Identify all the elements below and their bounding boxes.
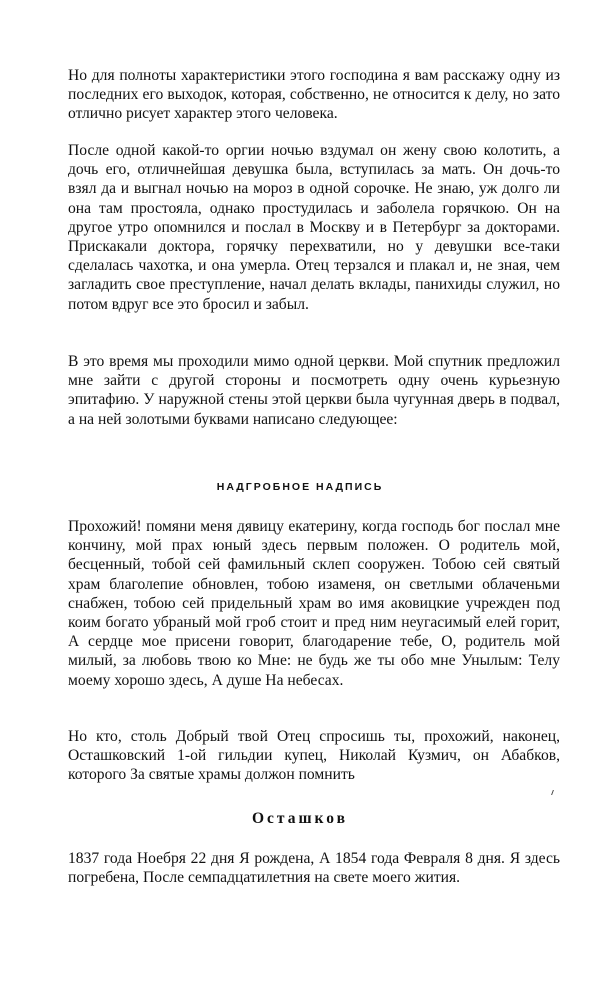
paragraph-church: В это время мы проходили мимо одной церкви. Мой спутник предложил мне зайти с другой стороны и посмотреть одну очень курьезную эпитафию. У наружной стены этой церкви была чугунная дверь в подвал, а на ней золотыми буквами написано следующее: (68, 353, 560, 428)
paragraph-story: После одной какой-то оргии ночью вздумал он жену свою колотить, а дочь его, отличнейшая девушка была, вступилась за мать. Он дочь-то взял да и выгнал ночью на мороз в одной сорочке. Не знаю, уж долго ли она там простояла, однако простудилась и заболела горячкою. Он на другое утро опомнился и послал в Москву и в Петербург за докторами. Прискакали доктора, горячку перехватили, но у девушки все-таки сделалась чахотка, и она умерла. Отец терзался и плакал и, не зная, чем загладить свое преступление, начал делать вклады, панихиды служил, но потом вдруг все это бросил и забыл. (68, 142, 560, 313)
paragraph-intro: Но для полноты характеристики этого господина я вам расскажу одну из последних его выходок, которая, собственно, не относится к делу, но зато отлично рисует характер этого человека. (68, 67, 560, 123)
epitaph-text: Прохожий! помяни меня дявицу екатерину, когда господь бог послал мне кончину, мой прах юный здесь первым положен. О родитель мой, бесценный, тобой сей фамильный склеп сооружен. Тобою сей святый храм благолепие обновлен, тобою изаменя, он светлыми облаченьми снабжен, тобою сей придельный храм во имя аковицкие учрежден под коим богато убраный мой гроб стоит и пред ним неугасимый елей горит, А сердце мое присени говорит, благодарение тебе, О, родитель мой милый, за любовь твою ко Мне: не будь же ты обо мне Унылым: Телу моему хорошо здесь, А душе На небесах. (68, 518, 560, 689)
epitaph-continuation: Но кто, столь Добрый твой Отец спросишь ты, прохожий, наконец, Осташковский 1-ой гильдии купец, Николай Кузмич, он Абабков, которого За святые храмы должон помнить (68, 728, 560, 784)
margin-mark (551, 790, 559, 795)
city-heading: Осташков (251, 810, 349, 827)
epitaph-dates: 1837 года Ноебря 22 дня Я рождена, А 1854 года Февраля 8 дня. Я здесь погребена, После семпадцатилетния на свете моего жития. (68, 850, 560, 887)
epitaph-heading: НАДГРОБНОЕ НАДПИСЬ (216, 481, 384, 493)
